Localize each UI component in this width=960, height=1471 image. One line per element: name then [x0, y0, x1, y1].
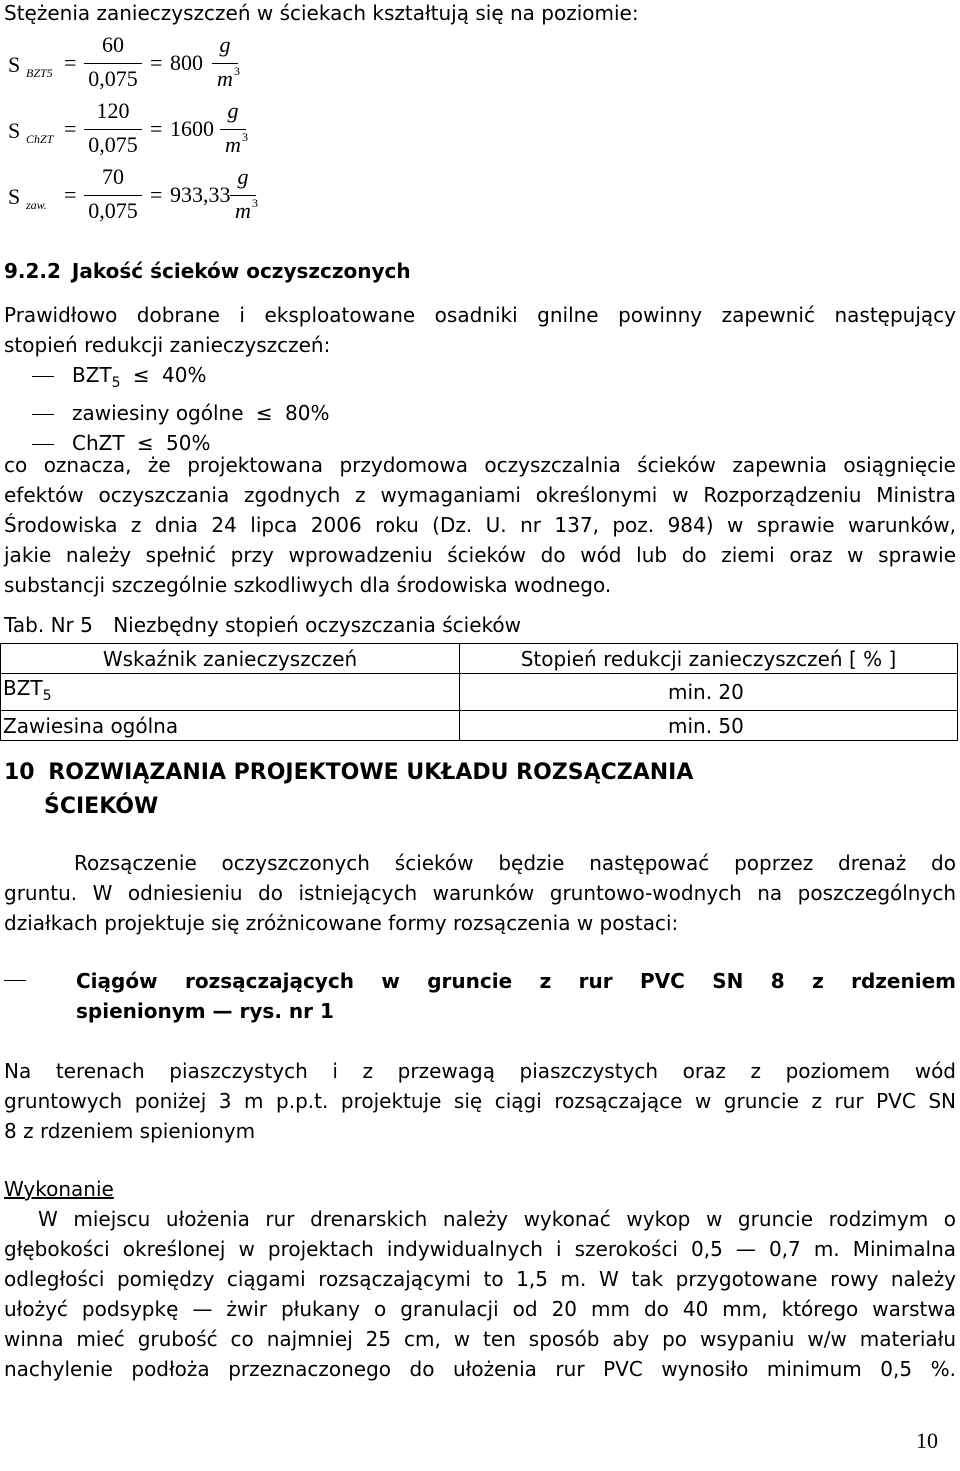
fraction-bar: [84, 63, 142, 64]
fraction-bar: [84, 195, 142, 196]
paragraph-line: ułożyć podsypkę — żwir płukany o granulacji od 20 mm do 40 mm, którego warstwa: [4, 1297, 956, 1321]
paragraph-line: głębokości określonej w projektach indywidualnych i szerokości 0,5 — 0,7 m. Minimalna: [4, 1237, 956, 1261]
formula-numerator: 120: [96, 98, 130, 123]
formula-value: 933,33: [170, 182, 231, 207]
list-item: ChZT ≤ 50%: [32, 428, 329, 458]
paragraph-line: W miejscu ułożenia rur drenarskich należy wykonać wykop w gruncie rodzimym o: [38, 1207, 956, 1231]
equals-sign: =: [150, 182, 163, 207]
section-title-continued: ŚCIEKÓW: [44, 794, 159, 819]
table-row: [1, 674, 958, 711]
paragraph-line: substancji szczególnie szkodliwych dla środowiska wodnego.: [4, 573, 612, 597]
section-title: ROZWIĄZANIA PROJEKTOWE UKŁADU ROZSĄCZANIA: [48, 760, 694, 785]
unit-exponent: 3: [252, 196, 258, 210]
paragraph-line: nachylenie podłoża przeznaczonego do ułożenia rur PVC wynosiło minimum 0,5 %.: [4, 1357, 956, 1381]
reduction-table: [0, 643, 958, 741]
formula-value: 1600: [170, 116, 214, 141]
unit-numerator: g: [219, 32, 231, 57]
section-number: 10: [4, 760, 35, 785]
reduction-list: [32, 360, 329, 458]
section-heading-10: [4, 756, 693, 790]
formula-symbol: S: [8, 52, 21, 77]
less-equal-icon: ≤: [136, 431, 154, 455]
formula-subscript: ChZT: [26, 132, 54, 146]
less-equal-icon: ≤: [132, 363, 150, 387]
paragraph-line: odległości pomiędzy ciągami rozsączającymi to 1,5 m. W tak przygotowane rowy należy: [4, 1267, 956, 1291]
paragraph-line: Środowiska z dnia 24 lipca 2006 roku (Dz. U. nr 137, poz. 984) w sprawie warunków,: [4, 513, 956, 537]
table-header-row: [1, 644, 958, 674]
paragraph: [4, 848, 956, 938]
bold-bullet: [4, 966, 956, 1026]
paragraph-line: działkach projektuje się zróżnicowane formy rozsączenia w postaci:: [4, 911, 679, 935]
paragraph: [4, 1204, 956, 1384]
formula-denominator: 0,075: [88, 66, 138, 91]
table-row: [1, 711, 958, 741]
equals-sign: =: [150, 116, 163, 141]
formula-denominator: 0,075: [88, 132, 138, 157]
equals-sign: =: [64, 116, 77, 141]
sub-heading: Wykonanie: [4, 1177, 114, 1201]
paragraph-line: co oznacza, że projektowana przydomowa oczyszczalnia ścieków zapewnia osiągnięcie: [4, 453, 956, 477]
table-header: Wskaźnik zanieczyszczeń: [1, 644, 460, 674]
paragraph-line: jakie należy spełnić przy wprowadzeniu ścieków do wód lub do ziemi oraz w sprawie: [4, 543, 956, 567]
dash-bullet: [32, 414, 54, 415]
formula-chzt: [4, 100, 284, 162]
paragraph-line: efektów oczyszczania zgodnych z wymaganiami określonymi w Rozporządzeniu Ministra: [4, 483, 956, 507]
formula-denominator: 0,075: [88, 198, 138, 223]
paragraph-line: Prawidłowo dobrane i eksploatowane osadniki gnilne powinny zapewnić następujący: [4, 303, 956, 327]
section-number: 9.2.2: [4, 259, 61, 283]
section-heading-922: [4, 256, 411, 286]
formula-value: 800: [170, 50, 203, 75]
paragraph-line: Na terenach piaszczystych i z przewagą piaszczystych oraz z poziomem wód: [4, 1059, 956, 1083]
list-item: $BZT_5 \le 40\%$: [32, 360, 329, 398]
paragraph: [4, 300, 956, 360]
section-title: Jakość ścieków oczyszczonych: [71, 259, 411, 283]
paragraph-line: winna mieć grubość co najmniej 25 cm, w ten sposób aby po wsypaniu w/w materiału: [4, 1327, 956, 1351]
page-number: 10: [916, 1428, 938, 1453]
table-cell: $BZT_5$: [1, 674, 460, 711]
unit-denominator: m: [217, 66, 233, 91]
fraction-bar: [84, 129, 142, 130]
paragraph-line: gruntu. W odniesieniu do istniejących warunków gruntowo-wodnych na poszczególnych: [4, 881, 956, 905]
table-header: Stopień redukcji zanieczyszczeń [ % ]: [460, 644, 958, 674]
table-cell: min. 20: [460, 674, 958, 711]
formula-numerator: 60: [102, 32, 124, 57]
unit-denominator: m: [235, 198, 251, 223]
formula-symbol: S: [8, 118, 21, 143]
less-equal-icon: ≤: [255, 401, 273, 425]
list-item: zawiesiny ogólne ≤ 80%: [32, 398, 329, 428]
formula-subscript: zaw.: [26, 198, 47, 212]
equals-sign: =: [64, 182, 77, 207]
table-cell: min. 50: [460, 711, 958, 741]
paragraph: [4, 450, 956, 600]
formula-symbol: S: [8, 184, 21, 209]
dash-bullet: [4, 980, 26, 981]
bullet-line: Ciągów rozsączających w gruncie z rur PVC SN 8 z rdzeniem: [76, 969, 956, 993]
equals-sign: =: [150, 50, 163, 75]
unit-denominator: m: [225, 132, 241, 157]
dash-bullet: [32, 376, 54, 377]
dash-bullet: [32, 444, 54, 445]
paragraph-line: gruntowych poniżej 3 m p.p.t. projektuje się ciągi rozsączające w gruncie z rur PVC SN: [4, 1089, 956, 1113]
formula-numerator: 70: [102, 164, 124, 189]
unit-numerator: g: [237, 164, 249, 189]
paragraph-line: Rozsączenie oczyszczonych ścieków będzie następować poprzez drenaż do: [74, 851, 956, 875]
formula-zawiesina: [4, 166, 284, 228]
equals-sign: =: [64, 50, 77, 75]
paragraph-line: stopień redukcji zanieczyszczeń:: [4, 333, 331, 357]
formula-subscript: BZT5: [26, 66, 53, 80]
unit-exponent: 3: [234, 64, 240, 78]
table-cell: Zawiesina ogólna: [1, 711, 460, 741]
paragraph: [4, 1056, 956, 1146]
unit-numerator: g: [227, 98, 239, 123]
formula-bzt5: [4, 34, 284, 96]
unit-exponent: 3: [242, 130, 248, 144]
intro-text: Stężenia zanieczyszczeń w ściekach kształtują się na poziomie:: [4, 1, 639, 25]
table-caption: Tab. Nr 5 Niezbędny stopień oczyszczania ścieków: [4, 613, 521, 637]
bullet-line: spienionym — rys. nr 1: [76, 999, 334, 1023]
paragraph-line: 8 z rdzeniem spienionym: [4, 1119, 256, 1143]
